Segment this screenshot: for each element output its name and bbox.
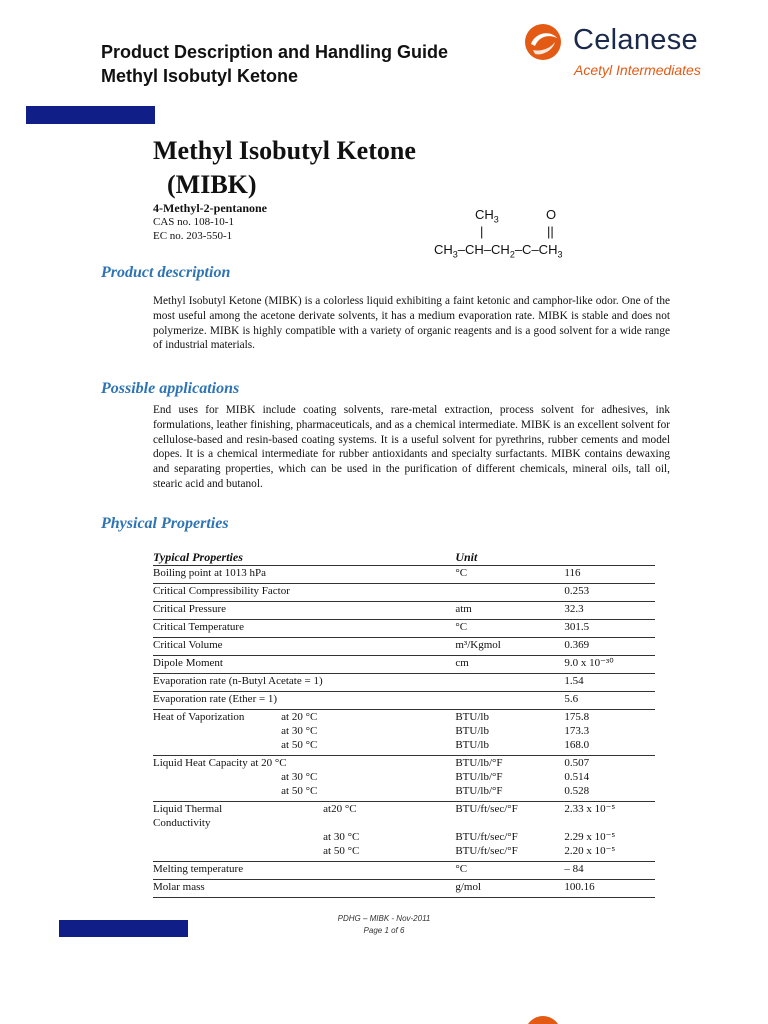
cas-number: CAS no. 108-10-1 <box>153 216 234 228</box>
property-name: Liquid Thermal Conductivity <box>153 803 223 829</box>
property-condition: at 30 °C <box>281 771 318 783</box>
property-value: 100.16 <box>564 880 655 898</box>
property-value: 0.514 <box>564 771 590 783</box>
property-unit: m³/Kgmol <box>455 638 564 656</box>
product-abbreviation: (MIBK) <box>167 170 257 199</box>
property-value: 5.6 <box>564 692 655 710</box>
property-condition: at 20 °C <box>281 711 318 723</box>
property-name: Critical Temperature <box>153 620 455 638</box>
property-unit: BTU/lb <box>455 725 489 737</box>
property-unit: BTU/lb/°F <box>455 771 503 783</box>
property-condition: at 30 °C <box>281 725 318 737</box>
product-title: Methyl Isobutyl Ketone <box>153 136 416 165</box>
section-heading-physical-properties: Physical Properties <box>101 515 229 532</box>
property-name: Critical Compressibility Factor <box>153 584 455 602</box>
table-row <box>153 880 655 898</box>
product-description-text: Methyl Isobutyl Ketone (MIBK) is a colorless liquid exhibiting a faint ketonic and camphor-like odor. One of the most useful among the acetone derivate solvents, it has a medium evaporation rate. MIBK is stable and does not polymerize. MIBK is highly compatible with a variety of organic reagents and is a good solvent for a wide range of industrial materials. <box>153 295 670 352</box>
table-row <box>153 692 655 710</box>
section-heading-product-description: Product description <box>101 264 231 281</box>
property-unit <box>455 674 564 692</box>
property-name: Melting temperature <box>153 862 455 880</box>
property-value: 173.3 <box>564 725 590 737</box>
formula-main-chain: $CH_3-CH-CH_2-C-CH_3$ <box>434 242 563 260</box>
property-name: Liquid Heat Capacity at 20 °C <box>153 757 287 769</box>
ec-number: EC no. 203-550-1 <box>153 230 233 242</box>
property-value: 1.54 <box>564 674 655 692</box>
property-name <box>153 844 281 862</box>
property-value: 116 <box>564 566 655 584</box>
table-row <box>153 656 655 674</box>
table-row <box>153 638 655 656</box>
property-value: 2.33 x 10⁻⁵ <box>564 803 616 815</box>
physical-properties-table <box>153 549 655 898</box>
property-name: Dipole Moment <box>153 656 455 674</box>
section-heading-possible-applications: Possible applications <box>101 380 240 397</box>
property-value: 0.369 <box>564 638 655 656</box>
property-unit: °C <box>455 566 564 584</box>
property-unit: BTU/ft/sec/°F <box>455 844 564 862</box>
table-row <box>153 862 655 880</box>
formula-single-bond: | <box>480 224 484 239</box>
property-name <box>153 770 281 784</box>
property-value: 9.0 x 10⁻³⁰ <box>564 656 655 674</box>
property-name: Boiling point at 1013 hPa <box>153 566 455 584</box>
property-condition: at 50 °C <box>281 738 455 756</box>
formula-methyl-branch: $CH_3$ <box>475 207 499 225</box>
footer-document-code: PDHG – MIBK - Nov-2011 <box>337 914 431 923</box>
table-header-value <box>564 549 655 566</box>
property-name: Evaporation rate (Ether = 1) <box>153 692 455 710</box>
property-unit: °C <box>455 862 564 880</box>
celanese-logo-icon <box>523 22 563 62</box>
property-name: Critical Pressure <box>153 602 455 620</box>
footer-accent-bar <box>59 920 188 937</box>
property-value: 0.528 <box>564 784 655 802</box>
property-unit: BTU/lb <box>455 711 489 723</box>
property-unit <box>455 692 564 710</box>
property-unit <box>455 584 564 602</box>
footer-page-number: Page 1 of 6 <box>363 926 405 935</box>
formula-oxygen: O <box>546 207 557 222</box>
property-name: Molar mass <box>153 880 455 898</box>
property-name: Critical Volume <box>153 638 455 656</box>
property-condition: at20 °C <box>323 803 357 815</box>
formula-double-bond: || <box>547 224 554 239</box>
property-unit: BTU/ft/sec/°F <box>455 831 518 843</box>
property-unit: atm <box>455 602 564 620</box>
table-row <box>153 784 655 802</box>
property-unit: BTU/lb <box>455 738 564 756</box>
property-value: 168.0 <box>564 738 655 756</box>
property-condition: at 50 °C <box>281 784 455 802</box>
property-value: 32.3 <box>564 602 655 620</box>
property-unit: g/mol <box>455 880 564 898</box>
table-row <box>153 756 655 771</box>
property-value: 0.253 <box>564 584 655 602</box>
next-page-logo-icon <box>523 1014 563 1024</box>
table-row <box>153 724 655 738</box>
document-header-title: Product Description and Handling Guide <box>101 42 449 62</box>
table-row <box>153 844 655 862</box>
header-accent-bar <box>26 106 155 124</box>
property-condition: at 50 °C <box>281 844 455 862</box>
table-row <box>153 602 655 620</box>
table-row <box>153 770 655 784</box>
property-unit: BTU/lb/°F <box>455 784 564 802</box>
property-unit: cm <box>455 656 564 674</box>
possible-applications-text: End uses for MIBK include coating solvents, rare-metal extraction, process solvent for adhesives, ink formulations, leather finishing, pharmaceuticals, and as a chemical intermediate. MIBK is an excellent solvent for cellulose-based and resin-based coating systems. It is a useful solvent for pyrethrins, rubber cements and model dopes. It is a chemical intermediate for rubber antioxidants and specialty surfactants. MIBK contains dewaxing and separating properties, which can be used in the purification of different chemicals, mineral oils, tall oil, stearic acid and butanol. <box>153 404 670 490</box>
table-row <box>153 584 655 602</box>
brand-name: Celanese <box>573 24 698 56</box>
table-row <box>153 710 655 725</box>
property-value: 2.29 x 10⁻⁵ <box>564 831 616 843</box>
iupac-name: 4-Methyl-2-pentanone <box>153 201 267 215</box>
property-name: Heat of Vaporization <box>153 711 245 723</box>
table-row <box>153 738 655 756</box>
table-header-property: Typical Properties <box>153 549 455 566</box>
brand-subtitle: Acetyl Intermediates <box>574 62 701 78</box>
table-row <box>153 674 655 692</box>
property-value: 2.20 x 10⁻⁵ <box>564 844 655 862</box>
property-name <box>153 738 281 756</box>
property-name: Evaporation rate (n-Butyl Acetate = 1) <box>153 674 455 692</box>
property-condition: at 30 °C <box>323 831 360 843</box>
property-unit: BTU/ft/sec/°F <box>455 803 518 815</box>
property-unit: BTU/lb/°F <box>455 757 503 769</box>
property-name <box>153 830 281 844</box>
table-row <box>153 802 655 831</box>
property-value: 175.8 <box>564 711 590 723</box>
table-header-row <box>153 549 655 566</box>
table-row <box>153 566 655 584</box>
table-header-unit: Unit <box>455 549 564 566</box>
property-value: – 84 <box>564 862 655 880</box>
property-name <box>153 784 281 802</box>
property-value: 301.5 <box>564 620 655 638</box>
property-name <box>153 724 281 738</box>
property-value: 0.507 <box>564 757 590 769</box>
document-header-subtitle: Methyl Isobutyl Ketone <box>101 66 299 86</box>
table-row <box>153 830 655 844</box>
table-row <box>153 620 655 638</box>
property-unit: °C <box>455 620 564 638</box>
